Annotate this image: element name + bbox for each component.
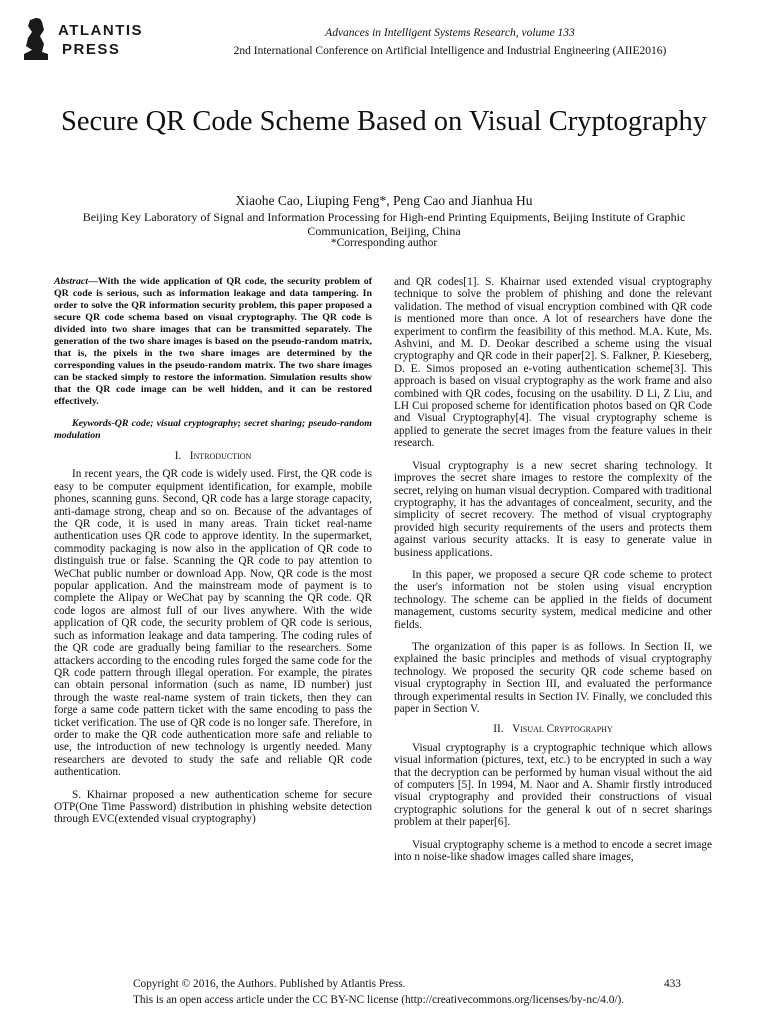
section-heading-introduction [54,450,372,462]
section-title: Introduction [189,450,252,462]
copyright-notice: Copyright © 2016, the Authors. Published by Atlantis Press. [133,978,406,990]
page-number: 433 [664,978,681,990]
abstract-text: With the wide application of QR code, the security problem of QR code is serious, such as information leakage and data tampering. In order to solve the QR information security problem, this paper proposed a secure QR code schema based on visual cryptography. The QR code is divided into two share images that can be transmitted separately. The generation of the two share images is based on the pseudo-random matrix, that is, the pixels in the two share images are determined by the corresponding values in the pseudo-random matrix. The two share images can be stacked simply to restore the information. Simulation results show that the QR code image can be well hidden, and it can be restored effectively. [54,276,372,407]
section-title: Visual Cryptography [512,723,613,736]
paper-authors: Xiaohe Cao, Liuping Feng*, Peng Cao and Jianhua Hu [235,193,533,208]
journal-name: Advances in Intelligent Systems Research, volume 133 [325,27,575,39]
body-paragraph: Visual cryptography is a new secret sharing technology. It improves the secret share images to restore the complexity of the secret, relying on human visual decryption. Compared with traditional cryptography, it has the advantages of concealment, security, and the simplicity of secret recovery. The method of visual cryptography provided high security requirements of the users and protects them against various security attacks. It is easy to generate value in business applications. [394,459,712,559]
section-heading-visual-cryptography [394,723,712,735]
logo-line-1: ATLANTIS [58,22,144,39]
body-paragraph: Visual cryptography is a cryptographic technique which allows visual information (pictures, text, etc.) to be encrypted in such a way that the decryption can be performed by human visual without the aid of computers [5]. In 1994, M. Naor and A. Shamir firstly introduced visual cryptography and provided their constructions of visual cryptographic solutions for the general k out of n secret sharings problem at their paper[6]. [394,741,712,829]
abstract [54,276,372,408]
body-paragraph: In this paper, we proposed a secure QR code scheme to protect the user's information not be stolen using visual encryption technology. The scheme can be applied in the fields of document management, customs security system, medical medicine and other fields. [394,568,712,631]
body-paragraph: In recent years, the QR code is widely used. First, the QR code is easy to be computer equipment identification, for example, mobile phones, scanning guns. Second, QR code has a large storage capacity, anti-damage strong, cheap and so on. Because of the advantages of the QR code, it is used in many areas. Train ticket real-name authentication uses QR code to approve identity. In the supermarket, commodity packaging is now also in the application of QR code to distinguish true or false. Scanning the QR code to pay attention to WeChat public number or download App. Now, QR code is the most popular application. And the mainstream mode of payment is to complete the Alipay or WeChat pay by scanning the QR code. QR code logos are almost full of our lives anywhere. With the wide application of QR code, the security problem of QR code is serious, such as information leakage and data tampering. The coding rules of the QR code are gradually being familiar to the researchers. Some attackers according to the encoding rules forged the same code for the QR code pattern through illegal operation. For example, the pirates can obtain personal information (such as name, ID number) just through the waste real-name system of train tickets, then they can forge a same code pattern ticket with the same encoding to pass the ticket verification. The use of QR code is no longer safe. Therefore, in order to make the QR code authentication more safe and reliable to use, the introduction of new technology is urgently needed. Many researchers are devoted to study the safe and reliable QR code authentication. [54,468,372,779]
paper-title: Secure QR Code Scheme Based on Visual Cryptography [60,106,708,137]
author-affiliation: Beijing Key Laboratory of Signal and Information Processing for High-end Printing Equipments, Beijing Institute of Graphic Communication, Beijing, China [82,210,686,238]
left-column [54,276,372,826]
atlantis-press-logo [18,14,144,66]
license-notice: This is an open access article under the CC BY-NC license (http://creativecommons.org/licenses/by-nc/4.0/). [133,994,625,1006]
body-paragraph: The organization of this paper is as follows. In Section II, we explained the basic principles and methods of visual cryptography technology. We proposed the security QR code scheme based on visual cryptography in Section III, and evaluated the performance through experimental results in Section IV. Finally, we concluded this paper in Section V. [394,640,712,715]
body-paragraph: Visual cryptography scheme is a method to encode a secret image into n noise-like shadow images called share images, [394,838,712,864]
right-column [394,276,712,863]
conference-name: 2nd International Conference on Artificial Intelligence and Industrial Engineering (AIIE2016) [233,45,667,57]
section-number: II. [493,723,504,736]
corresponding-author-note: *Corresponding author [330,237,438,249]
body-paragraph: S. Khairnar proposed a new authentication scheme for secure OTP(One Time Password) distribution in phishing website detection through EVC(extended visual cryptography) [54,788,372,826]
thinker-logo-icon [18,14,56,62]
logo-line-2: PRESS [62,41,121,58]
page-header [0,0,768,72]
keywords: Keywords-QR code; visual cryptography; secret sharing; pseudo-random modulation [54,418,372,441]
section-number: I. [174,450,182,462]
body-paragraph: and QR codes[1]. S. Khairnar used extended visual cryptography technique to solve the problem of phishing and done the relevant validation. The method of visual encryption combined with QR code is mentioned more than once. A lot of researchers have done the experiment to confirm the feasibility of this method. M.A. Kute, Ms. Ashvini, and M. D. Deokar described a scheme using the visual cryptography and QR code in their paper[2]. S. Falkner, P. Kieseberg, D. E. Simos proposed an e-voting authentication scheme[3]. This approach is based on visual cryptography as the work frame and also combined with QR codes, focusing on the usability. D Li, Z Liu, and LH Cui proposed scheme for identification photos based on QR Code and Visual Cryptography[4]. The visual cryptography scheme is applied to generate the secret images from the feature values in their research. [394,276,712,450]
logo-wordmark [58,21,143,59]
abstract-label: Abstract— [54,276,98,287]
